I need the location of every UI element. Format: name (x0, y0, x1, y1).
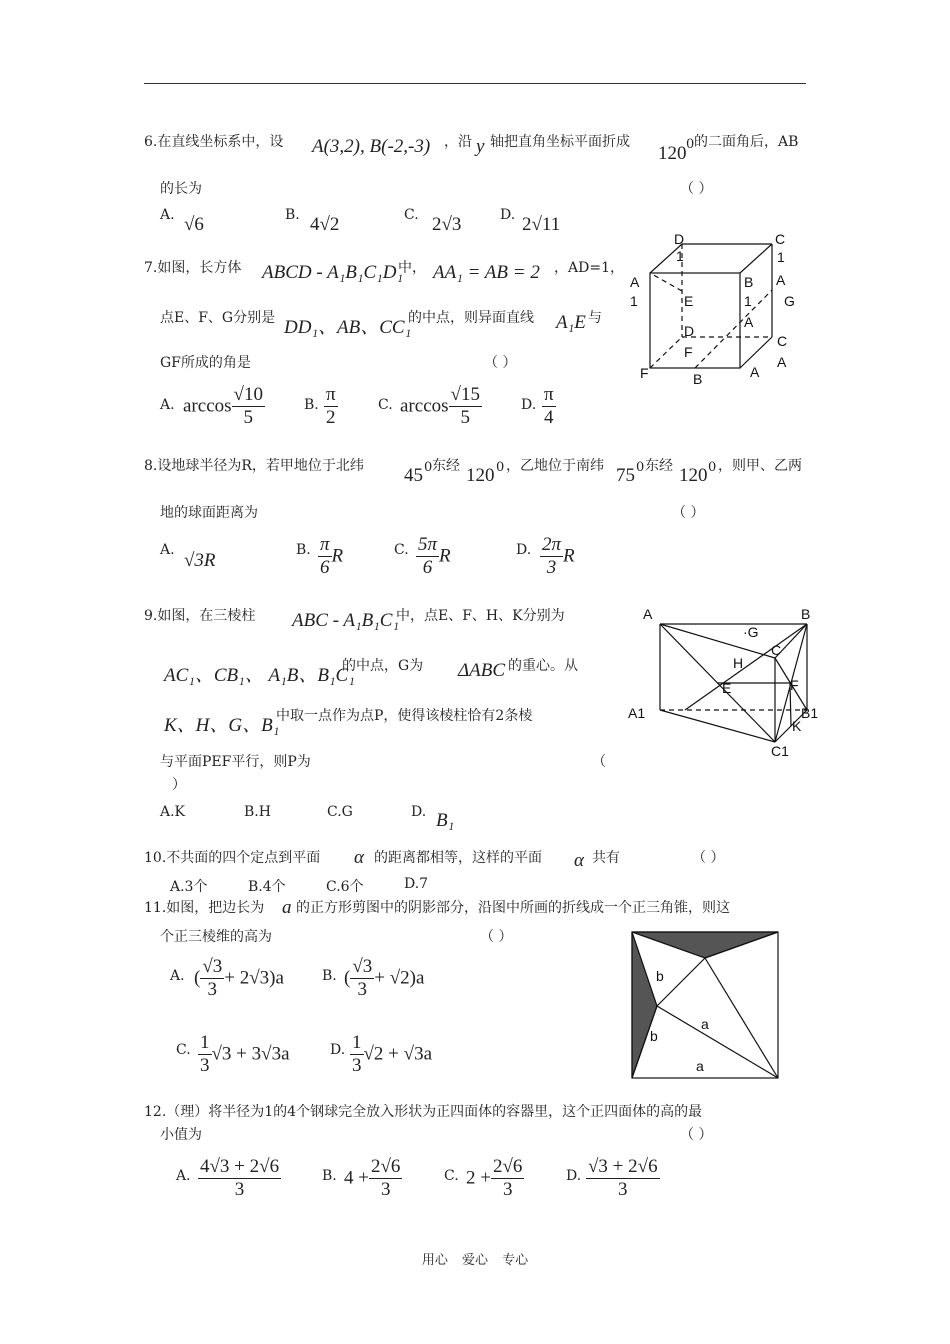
q12-opt-b (344, 1156, 402, 1201)
q7-label-10: G (784, 293, 795, 309)
q8-opt-d-suf: R (563, 545, 575, 567)
q8-opt-c-label: C. (394, 542, 409, 558)
q10-opt-c: C.6个 (326, 879, 364, 895)
q10-text-a: 10.不共面的四个定点到平面 (144, 850, 321, 866)
q11-label-b1: b (656, 968, 664, 984)
q7-line3: GF所成的角是 (160, 355, 251, 371)
q11-line2: 个正三棱维的高为 (160, 929, 272, 945)
q9-segs: AC₁、CB₁、 A₁B、B₁C₁ (164, 665, 355, 686)
q9-opt-d: B₁ (436, 810, 455, 831)
q7-line2-a: 点E、F、G分别是 (160, 310, 276, 326)
q6-angle: 120 (658, 143, 687, 164)
q11-square-figure (628, 928, 783, 1082)
q11-opt-d-num: 1 (352, 1032, 362, 1053)
q7-label-9: A (776, 272, 786, 288)
q6-opt-b-label: B. (285, 207, 300, 223)
q11-opt-a-den: 3 (207, 979, 218, 1000)
q7-opt-c-pre: arccos (400, 395, 449, 417)
q8-opt-c-num: 5π (418, 534, 438, 555)
q8-opt-b-suf: R (331, 545, 344, 567)
q11-opt-d-mid: √2 + √3a (363, 1043, 433, 1065)
q8-opt-d-num: 2π (542, 534, 562, 555)
q11-opt-c-den: 3 (200, 1055, 210, 1076)
q9-label-5: E (722, 680, 732, 696)
q9-prism: ABC - A₁B₁C₁ (292, 610, 400, 631)
q9-bracket-l: （ (592, 754, 606, 770)
q11-opt-c-mid: √3 + 3√3a (211, 1043, 290, 1065)
q12-opt-c (466, 1156, 524, 1201)
q12-opt-b-num: 2√6 (370, 1156, 401, 1177)
q9-prism-figure (625, 600, 825, 765)
q7-label-5: 1 (630, 293, 638, 309)
q7-label-15: A (777, 354, 787, 370)
q8-opt-a: √3R (184, 550, 216, 571)
q12-opt-d (586, 1156, 660, 1201)
q6-opt-a: √6 (184, 214, 204, 235)
q8-opt-c (416, 534, 451, 579)
q7-opt-b (324, 384, 338, 429)
q12-opt-d-num: √3 + 2√6 (588, 1156, 658, 1177)
q8-deg-4: 0 (708, 460, 717, 475)
q11-label-a1: a (701, 1016, 709, 1032)
q10-bracket: （ ） (692, 850, 725, 866)
q12-opt-c-den: 3 (502, 1179, 513, 1200)
q6-text-c: 轴把直角坐标平面折成 (490, 134, 630, 150)
q8-opt-a-label: A. (160, 542, 175, 558)
q9-label-9: K (792, 718, 802, 734)
q12-bracket: （ ） (680, 1127, 713, 1143)
q9-opt-a: A.K (160, 804, 186, 820)
q8-lon1: 120 (466, 465, 495, 486)
q9-text-e: 中取一点作为点P，使得该棱柱恰有2条棱 (276, 708, 533, 724)
q11-opt-d-den: 3 (352, 1055, 362, 1076)
q9-bracket-r: ） (172, 777, 186, 793)
q8-opt-b-label: B. (296, 542, 311, 558)
q8-lat2: 75 (616, 465, 635, 486)
q12-opt-b-pre: 4 + (344, 1167, 369, 1189)
q7-bracket: （ ） (484, 355, 517, 371)
q9-opt-c: C.G (327, 804, 353, 820)
q6-bracket: （ ） (680, 181, 713, 197)
q7-edges: DD₁、AB、CC₁ (284, 317, 412, 338)
q7-opt-a-num: √10 (233, 384, 263, 405)
q12-opt-d-label: D. (566, 1168, 582, 1184)
page-footer: 用心 爱心 专心 (421, 1253, 529, 1268)
q6-points: A(3,2), B(-2,-3) (312, 136, 431, 157)
q11-text-a: 11.如图，把边长为 (144, 900, 265, 916)
q6-line2: 的长为 (160, 181, 202, 197)
q10-opt-b: B.4个 (248, 879, 286, 895)
q6-opt-d: 2√11 (522, 214, 561, 235)
q7-opt-b-den: 2 (326, 407, 336, 428)
q9-opt-d-label: D. (411, 804, 427, 820)
q8-lat1: 45 (404, 465, 423, 486)
q9-label-4: H (733, 655, 744, 671)
q7-opt-c (400, 384, 482, 429)
q7-opt-a-den: 5 (243, 407, 253, 428)
q11-opt-b-mid: + √2)a (374, 967, 425, 989)
q8-text-e: ，则甲、乙两 (718, 458, 802, 474)
q6-text-b: ，沿 (444, 134, 472, 150)
header-rule (144, 83, 806, 84)
q12-opt-a-num: 4√3 + 2√6 (200, 1156, 280, 1177)
q12-opt-a (198, 1156, 281, 1201)
q7-opt-c-den: 5 (460, 407, 470, 428)
q7-opt-d-den: 4 (544, 407, 554, 428)
q7-label-12: C (777, 333, 788, 349)
q7-label-6: E (684, 293, 694, 309)
q9-line4: 与平面PEF平行，则P为 (160, 754, 311, 770)
q6-deg: 0 (686, 137, 695, 152)
q7-opt-a (183, 384, 265, 429)
q7-label-3: 1 (777, 249, 785, 265)
q12-text-a: 12.（理）将半径为1的4个钢球完全放入形状为正四面体的容器里，这个正四面体的高的最 (144, 1104, 703, 1120)
q7-text-c: ，AD=1， (554, 260, 624, 276)
q7-label-8: 1 (744, 293, 752, 309)
q6-opt-d-label: D. (500, 207, 516, 223)
q8-opt-b (318, 534, 343, 579)
q8-opt-c-suf: R (439, 545, 451, 567)
q7-label-18: A (750, 364, 760, 380)
q6-text-d: 的二面角后，AB (694, 134, 799, 150)
q12-opt-c-label: C. (444, 1168, 459, 1184)
q7-label-13: A (744, 314, 754, 330)
q7-label-17: B (693, 371, 703, 387)
q6-text-a: 6.在直线坐标系中，设 (144, 134, 284, 150)
q11-opt-a-open: ( (194, 967, 201, 989)
q6-opt-c-label: C. (404, 207, 419, 223)
q8-text-c: ，乙地位于南纬 (506, 458, 604, 474)
q12-opt-a-den: 3 (234, 1179, 245, 1200)
q8-text-b: 东经 (432, 458, 460, 474)
q8-lon2: 120 (679, 465, 708, 486)
q10-opt-d: D.7 (404, 876, 429, 892)
q7-label-1: 1 (676, 248, 684, 264)
q10-alpha-1: α (354, 847, 364, 868)
q11-opt-b-label: B. (322, 968, 337, 984)
q6-opt-a-label: A. (160, 207, 175, 223)
q11-opt-c (198, 1032, 290, 1077)
q7-opt-c-label: C. (378, 397, 393, 413)
q11-opt-d (350, 1032, 432, 1077)
q9-tri: ΔABC (458, 660, 506, 681)
q7-eq: AA₁ = AB = 2 (433, 262, 540, 283)
q9-text-d: 的重心。从 (508, 658, 578, 674)
q9-label-6: F (790, 677, 799, 693)
q9-opt-b: B.H (244, 804, 271, 820)
q10-text-b: 的距离都相等，这样的平面 (374, 850, 542, 866)
q7-opt-b-label: B. (304, 397, 319, 413)
q11-bracket: （ ） (480, 929, 513, 945)
q7-label-7: B (744, 274, 754, 290)
q7-line2-c: 与 (588, 310, 602, 326)
q8-opt-b-den: 6 (320, 557, 330, 578)
q11-opt-b-den: 3 (357, 979, 368, 1000)
q9-label-2: ·G (743, 624, 759, 640)
q7-opt-d (542, 384, 556, 429)
q12-opt-c-num: 2√6 (492, 1156, 523, 1177)
q9-text-c: 的中点，G为 (342, 658, 424, 674)
q9-label-3: C (771, 642, 782, 658)
q11-label-b2: b (650, 1028, 658, 1044)
q7-text-a: 7.如图，长方体 (144, 260, 242, 276)
q8-bracket: （ ） (672, 505, 705, 521)
q7-label-4: A (630, 274, 640, 290)
q11-opt-a (194, 956, 284, 1001)
q11-opt-b-open: ( (344, 967, 351, 989)
q7-opt-b-num: π (326, 384, 336, 405)
q7-line-a1e: A₁E (556, 312, 586, 333)
q11-opt-c-num: 1 (200, 1032, 210, 1053)
q12-opt-a-label: A. (176, 1168, 191, 1184)
q9-label-0: A (643, 606, 653, 622)
q9-label-8: B1 (801, 705, 819, 721)
q8-deg-2: 0 (496, 460, 505, 475)
q9-label-1: B (801, 606, 811, 622)
q7-opt-a-label: A. (160, 397, 175, 413)
q11-opt-c-label: C. (176, 1042, 191, 1058)
q8-deg-3: 0 (636, 460, 645, 475)
q7-cuboid-figure (620, 228, 800, 403)
q11-a: a (282, 897, 292, 918)
q8-opt-d (540, 534, 575, 579)
q8-opt-d-den: 3 (546, 557, 557, 578)
q6-axis: y (476, 136, 485, 157)
q11-opt-a-mid: + 2√3)a (224, 967, 284, 989)
q10-text-c: 共有 (592, 850, 620, 866)
q8-text-a: 8.设地球半径为R，若甲地位于北纬 (144, 458, 364, 474)
q7-label-2: C (775, 231, 786, 247)
q11-opt-a-label: A. (170, 968, 185, 984)
q8-line2: 地的球面距离为 (160, 505, 258, 521)
q8-deg-1: 0 (424, 460, 433, 475)
q8-opt-b-num: π (320, 534, 330, 555)
q7-text-b: 中， (398, 260, 426, 276)
q9-text-a: 9.如图，在三棱柱 (144, 608, 256, 624)
q7-opt-c-num: √15 (450, 384, 480, 405)
q7-opt-a-pre: arccos (183, 395, 232, 417)
q6-opt-b: 4√2 (310, 214, 340, 235)
q11-label-a2: a (696, 1058, 704, 1074)
q10-opt-a: A.3个 (170, 879, 208, 895)
q12-line2: 小值为 (160, 1127, 202, 1143)
q11-opt-b-num: √3 (352, 956, 373, 977)
q8-opt-d-label: D. (516, 542, 532, 558)
q6-opt-c: 2√3 (432, 214, 462, 235)
q9-label-10: C1 (771, 743, 789, 759)
q7-line2-b: 的中点，则异面直线 (408, 310, 534, 326)
q7-label-16: F (640, 365, 649, 381)
q12-opt-d-den: 3 (618, 1179, 628, 1200)
q8-opt-c-den: 6 (422, 557, 433, 578)
q11-opt-a-num: √3 (202, 956, 223, 977)
q11-opt-d-label: D. (330, 1042, 346, 1058)
q10-alpha-2: α (574, 850, 584, 871)
q9-text-b: 中，点E、F、H、K分别为 (396, 608, 565, 624)
q7-label-14: F (684, 344, 693, 360)
q7-label-11: D (684, 323, 695, 339)
q9-pts: K、H、G、B₁ (164, 715, 280, 736)
q8-text-d: 东经 (645, 458, 673, 474)
q7-label-0: D (674, 231, 685, 247)
q11-opt-b (344, 956, 424, 1001)
q12-opt-b-den: 3 (380, 1179, 391, 1200)
q12-opt-c-pre: 2 + (466, 1167, 491, 1189)
q11-text-b: 的正方形剪图中的阴影部分，沿图中所画的折线成一个正三角锥，则这 (296, 900, 730, 916)
q7-opt-d-label: D. (521, 397, 537, 413)
q9-label-7: A1 (628, 705, 646, 721)
q12-opt-b-label: B. (322, 1168, 337, 1184)
q7-solid: ABCD - A₁B₁C₁D₁ (262, 262, 404, 283)
q7-opt-d-num: π (544, 384, 554, 405)
